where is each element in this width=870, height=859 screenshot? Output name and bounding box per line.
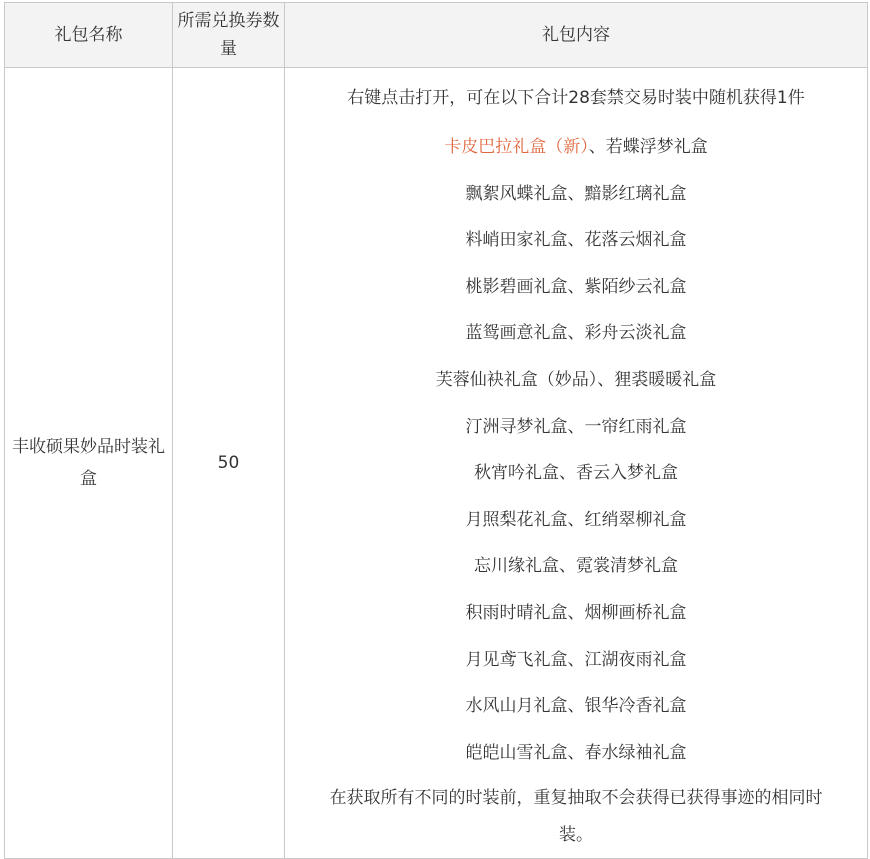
content-item-line: 月见鸢飞礼盒、江湖夜雨礼盒 — [465, 649, 687, 670]
content-item-line: 水风山月礼盒、银华冷香礼盒 — [465, 696, 687, 717]
content-item-line: 桃影碧画礼盒、紫陌纱云礼盒 — [465, 276, 687, 297]
pack-content-cell — [285, 68, 868, 859]
table-row — [5, 68, 868, 859]
content-highlight-line — [299, 124, 853, 171]
pack-name-cell: 丰收硕果妙品时装礼盒 — [5, 68, 173, 859]
content-item-line: 芙蓉仙袂礼盒（妙品）、狸裘暖暖礼盒 — [435, 369, 717, 390]
content-item-line: 皑皑山雪礼盒、春水绿袖礼盒 — [465, 742, 687, 763]
header-pack-content: 礼包内容 — [285, 3, 868, 68]
gift-pack-table — [4, 2, 868, 859]
content-item-line: 月照梨花礼盒、红绡翠柳礼盒 — [465, 509, 687, 530]
content-item-line: 料峭田家礼盒、花落云烟礼盒 — [465, 230, 687, 251]
content-item-line: 汀洲寻梦礼盒、一帘红雨礼盒 — [465, 416, 687, 437]
highlight-rest: 、若蝶浮梦礼盒 — [588, 137, 708, 157]
content-intro: 右键点击打开，可在以下合计28套禁交易时装中随机获得1件 — [347, 88, 805, 108]
table-header-row — [5, 3, 868, 68]
content-item-line: 积雨时晴礼盒、烟柳画桥礼盒 — [465, 602, 687, 623]
content-item-line: 飘絮风蝶礼盒、黯影红璃礼盒 — [465, 183, 687, 204]
content-item-line: 蓝鸳画意礼盒、彩舟云淡礼盒 — [465, 323, 687, 344]
header-required-quantity: 所需兑换券数量 — [173, 3, 285, 68]
header-pack-name: 礼包名称 — [5, 3, 173, 68]
pack-quantity-cell: 50 — [173, 68, 285, 859]
highlight-item: 卡皮巴拉礼盒（新） — [444, 137, 589, 157]
content-item-line: 忘川缘礼盒、霓裳清梦礼盒 — [474, 556, 678, 577]
content-footer-note: 在获取所有不同的时装前，重复抽取不会获得已获得事迹的相同时装。 — [329, 788, 823, 846]
content-item-line: 秋宵吟礼盒、香云入梦礼盒 — [474, 463, 678, 484]
